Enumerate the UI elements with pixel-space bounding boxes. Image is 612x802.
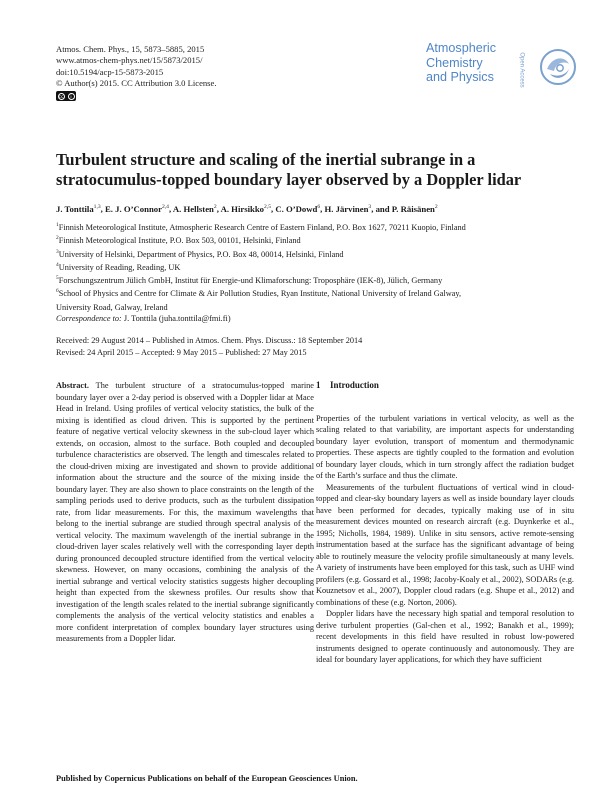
section-title: Introduction [330,380,379,390]
affiliation: $^1$Finnish Meteorological Institute, Atmospheric Research Centre of Eastern Finland, P.O. Box 1627, 70211 Kuopio, Finland [56,222,466,232]
author: A. Hirsikko$^{2,5}$, [220,204,276,214]
affiliation: University Road, Galway, Ireland [56,302,168,312]
author: C. O’Dowd$^6$, [275,204,325,214]
doi[interactable]: doi:10.5194/acp-15-5873-2015 [56,66,164,77]
affiliation: $^3$University of Helsinki, Department of Physics, P.O. Box 48, 00014, Helsinki, Finland [56,248,344,259]
dates-line: Received: 29 August 2014 – Published in Atmos. Chem. Phys. Discuss.: 18 September 2014 [56,336,363,345]
section-heading [316,380,574,392]
paragraph: Doppler lidars have the necessary high spatial and temporal resolution to derive turbulent properties (Gal-chen et al., 1992; Banakh et al., 1999); recent developments in this field have resulted in robust low-powered instruments designed to operate continuously and autonomously. They are ideal for boundary layer applications, for which they have sufficient [316,609,574,664]
journal-name [426,41,496,85]
author: A. Hellsten$^2$, [172,204,221,214]
affiliation: $^4$University of Reading, Reading, UK [56,261,181,272]
abstract-column [56,380,314,645]
publication-dates [56,335,362,358]
correspondence [56,314,231,323]
open-access-text: Open Access [518,52,525,88]
correspondence-email[interactable]: J. Tonttila (juha.tonttila@fmi.fi) [121,314,231,323]
title-line: stratocumulus-topped boundary layer observed by a Doppler lidar [56,170,522,189]
journal-logo [426,41,576,103]
affiliation: $^5$Forschungszentrum Jülich GmbH, Institut für Energie-und Klimaforschung: Troposphäre (IEK-8), Jülich, Germany [56,275,443,285]
abstract-text: The turbulent structure of a stratocumulus-topped marine boundary layer over a 2-day period is observed with a Doppler lidar at Mace Head in Ireland. Using profiles of vertical velocity statistics, the bulk of the mixing is identified as cloud driven. This is supported by the pertinent feature of negative vertical velocity skewness in the sub-cloud layer which extends, on occasion, almost to the surface. Both coupled and decoupled turbulence characteristics are observed. The length and timescales related to the cloud-driven mixing are investigated and shown to provide additional information about the structure and the source of the mixing inside the boundary layer. They are also shown to place constraints on the length of the sampling periods used to derive products, such as the turbulent dissipation rate, from lidar measurements. For this, the maximum wavelengths that belong to the inertial subrange are studied through spectral analysis of the vertical velocity. The maximum wavelength of the inertial subrange in the cloud-driven layer scales relatively well with the corresponding layer depth during pronounced decoupled structure identified from the vertical velocity skewness. However, on many occasions, combining the analysis of the inertial subrange and vertical velocity statistics suggests higher decoupling height than expected from the skewness profiles. Our results show that investigation of the length scales related to the inertial subrange significantly complements the analysis of the vertical velocity statistics and enables a more confident interpretation of complex boundary layer structures using measurements from a Doppler lidar. [56,381,314,643]
dates-line: Revised: 24 April 2015 – Accepted: 9 May 2015 – Published: 27 May 2015 [56,347,307,357]
abstract [56,380,314,645]
article-title [56,150,576,190]
journal-name-line: Chemistry [426,55,483,70]
author: H. Järvinen$^3$, and [324,204,392,214]
affiliation: $^6$School of Physics and Centre for Climate & Air Pollution Studies, Ryan Institute, National University of Ireland Galway, [56,288,462,299]
journal-name-line: Atmospheric [426,41,496,55]
citation-block [56,44,217,101]
journal-citation: Atmos. Chem. Phys., 15, 5873–5885, 2015 [56,44,205,54]
egu-logo-icon [538,47,578,87]
journal-url[interactable]: www.atmos-chem-phys.net/15/5873/2015/ [56,55,203,66]
publisher-footer: Published by Copernicus Publications on behalf of the European Geosciences Union. [56,774,358,783]
correspondence-label: Correspondence to: [56,314,122,323]
paragraph: Properties of the turbulent variations in vertical velocity, as well as the scaling related to that variability, are important aspects for understanding boundary layer evolution, transport of momentum and thermodynamic properties. These aspects are tightly coupled to the formation and evolution of boundary layer clouds, which in turn strongly affect the radiation budget of the Earth’s surface and thus the climate. [316,413,574,480]
affiliation-list [56,220,576,313]
author: P. Räisänen$^2$ [391,204,438,214]
author: E. J. O’Connor$^{2,4}$, [105,204,173,214]
abstract-heading: Abstract. [56,381,89,390]
title-line: Turbulent structure and scaling of the inertial subrange in a [56,150,476,169]
introduction-column [316,380,574,666]
section-number: 1 [316,380,321,390]
author-list [56,204,438,214]
cc-license-badge [56,91,217,101]
license-line: © Author(s) 2015. CC Attribution 3.0 License. [56,77,217,88]
open-access-label [518,43,536,101]
author: J. Tonttila$^{1,3}$, [56,204,106,214]
affiliation: $^2$Finnish Meteorological Institute, P.O. Box 503, 00101, Helsinki, Finland [56,235,301,246]
journal-name-line: and Physics [426,70,494,84]
paragraph: Measurements of the turbulent fluctuations of vertical wind in cloud-topped and clear-sky boundary layers as well as inside boundary layer clouds have been performed for decades, typically making use of in situ measurement devices mounted on research aircraft (e.g. Duynkerke et al., 1995; Nicholls, 1984, 1989). Unlike in situ sensors, active remote-sensing instrumentation based at the surface has the significant advantage of being able to routinely measure the velocity profile simultaneously at many levels. A variety of instruments have been employed for this task, such as UHF wind profilers (e.g. Gossard et al., 1998; Jacoby-Koaly et al., 2002), SODARs (e.g. Kouznetsov et al., 2007), Doppler cloud radars (e.g. Shupe et al., 2012) and combinations of these (e.g. Norton, 2006). [316,482,574,607]
cc-by-icon: cc i [56,91,76,101]
